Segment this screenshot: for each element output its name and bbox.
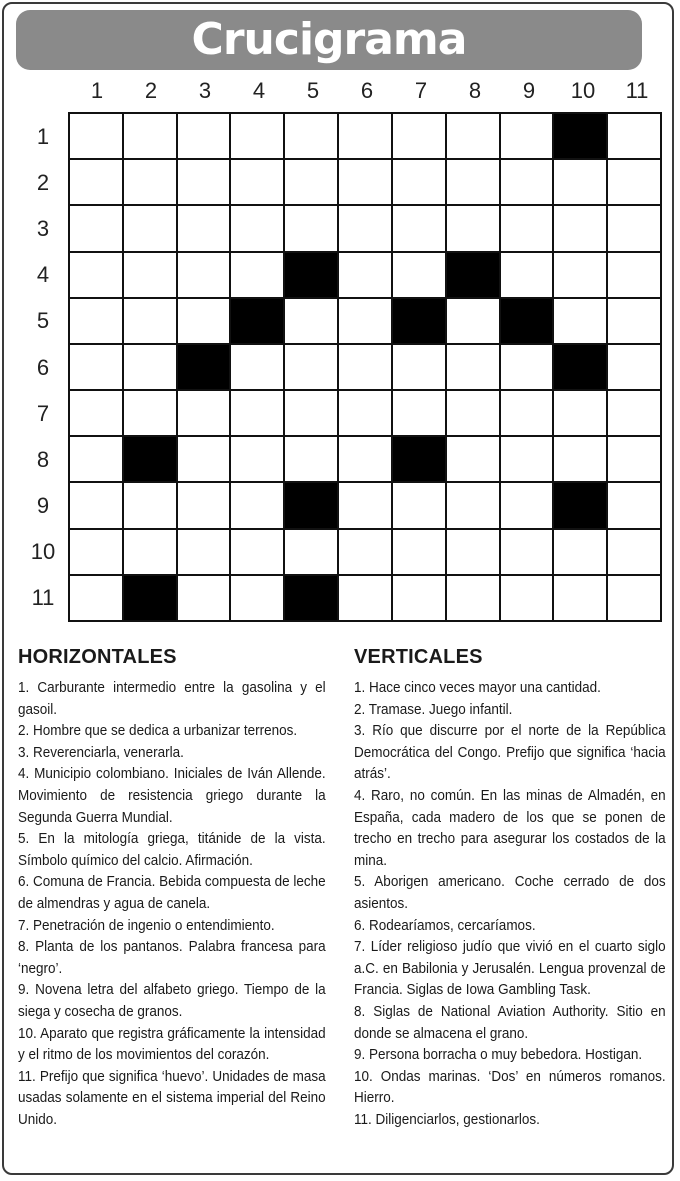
clue-item: 2. Hombre que se dedica a urbanizar terrenos. <box>18 722 298 740</box>
column-number: 10 <box>570 78 596 103</box>
page-title: Crucigrama <box>191 14 467 65</box>
clue-item: 7. Líder religioso judío que vivió en el cuarto siglo a.C. en Babilonia y Jerusalén. Lengua provenzal de Francia. Siglas de Iowa Gambling Task. <box>354 938 666 999</box>
clue-item: 2. Tramase. Juego infantil. <box>354 700 513 718</box>
grid-cell[interactable] <box>124 345 176 389</box>
grid-cell[interactable] <box>554 160 606 204</box>
grid-cell[interactable] <box>178 391 230 435</box>
grid-cell[interactable] <box>231 114 283 158</box>
column-number: 4 <box>252 78 266 103</box>
column-number: 3 <box>198 78 212 103</box>
grid-cell[interactable] <box>447 114 499 158</box>
grid-cell[interactable] <box>608 437 660 481</box>
grid-cell[interactable] <box>178 437 230 481</box>
clue-item: 8. Siglas de National Aviation Authority. Sitio en donde se almacena el grano. <box>354 1002 666 1042</box>
grid-cell[interactable] <box>285 299 337 343</box>
grid-cell[interactable] <box>339 299 391 343</box>
grid-cell[interactable] <box>501 576 553 620</box>
grid-cell[interactable] <box>339 114 391 158</box>
clue-item: 4. Raro, no común. En las minas de Almadén, en España, cada madero de los que se ponen de trecho en trecho para asegurar los costados de la mina. <box>354 786 666 869</box>
grid-cell[interactable] <box>178 160 230 204</box>
grid-cell[interactable] <box>231 206 283 250</box>
column-number: 7 <box>414 78 428 103</box>
grid-cell[interactable] <box>447 299 499 343</box>
grid-cell[interactable] <box>178 299 230 343</box>
black-cell <box>231 299 283 343</box>
grid-cell[interactable] <box>70 253 122 297</box>
grid-cell[interactable] <box>501 206 553 250</box>
black-cell <box>447 253 499 297</box>
grid-cell[interactable] <box>447 160 499 204</box>
grid-cell[interactable] <box>70 576 122 620</box>
grid-cell[interactable] <box>70 345 122 389</box>
grid-cell[interactable] <box>339 483 391 527</box>
grid-cell[interactable] <box>608 253 660 297</box>
black-cell <box>124 437 176 481</box>
grid-cell[interactable] <box>178 253 230 297</box>
grid-cell[interactable] <box>339 160 391 204</box>
grid-cell[interactable] <box>501 483 553 527</box>
grid-cell[interactable] <box>231 160 283 204</box>
row-number: 9 <box>36 492 50 518</box>
clue-item: 7. Penetración de ingenio o entendimiento. <box>18 916 275 934</box>
grid-cell[interactable] <box>501 391 553 435</box>
grid-cell[interactable] <box>285 345 337 389</box>
row-number: 1 <box>36 124 50 149</box>
grid-cell[interactable] <box>608 391 660 435</box>
vertical-heading: VERTICALES <box>354 646 483 668</box>
grid-cell[interactable] <box>447 530 499 574</box>
clue-item: 5. En la mitología griega, titánide de la vista. Símbolo químico del calcio. Afirmación. <box>18 830 326 869</box>
clue-item: 3. Reverenciarla, venerarla. <box>18 743 184 761</box>
grid-cell[interactable] <box>447 206 499 250</box>
grid-cell[interactable] <box>393 345 445 389</box>
grid-cell[interactable] <box>178 576 230 620</box>
clue-item: 10. Aparato que registra gráficamente la intensidad y el ritmo de los movimientos del corazón. <box>18 1024 326 1064</box>
grid-cell[interactable] <box>554 391 606 435</box>
clue-item: 3. Río que discurre por el norte de la República Democrática del Congo. Prefijo que significa ‘hacia atrás’. <box>354 722 666 783</box>
grid-cell[interactable] <box>124 206 176 250</box>
column-number: 2 <box>144 78 158 103</box>
row-number: 3 <box>36 216 50 242</box>
grid-cell[interactable] <box>70 391 122 435</box>
grid-cell[interactable] <box>393 576 445 620</box>
clue-item: 1. Hace cinco veces mayor una cantidad. <box>354 679 601 696</box>
black-cell <box>554 114 606 158</box>
grid-cell[interactable] <box>608 576 660 620</box>
vertical-clues <box>354 646 666 1130</box>
clue-item: 1. Carburante intermedio entre la gasolina y el gasoil. <box>18 679 326 718</box>
grid-cell[interactable] <box>70 483 122 527</box>
row-number: 2 <box>36 170 50 196</box>
grid-cell[interactable] <box>447 437 499 481</box>
clue-item: 10. Ondas marinas. ‘Dos’ en números romanos. Hierro. <box>354 1067 666 1107</box>
grid-cell[interactable] <box>608 299 660 343</box>
grid-cell[interactable] <box>231 391 283 435</box>
black-cell <box>285 483 337 527</box>
grid-cell[interactable] <box>124 530 176 574</box>
grid-cell[interactable] <box>554 576 606 620</box>
black-cell <box>554 345 606 389</box>
grid-cell[interactable] <box>393 391 445 435</box>
title-banner <box>16 10 642 70</box>
grid-cell[interactable] <box>231 530 283 574</box>
grid-cell[interactable] <box>339 530 391 574</box>
grid-cell[interactable] <box>608 530 660 574</box>
grid-cell[interactable] <box>501 114 553 158</box>
vertical-clue-list <box>354 677 666 1130</box>
grid-cell[interactable] <box>501 253 553 297</box>
grid-cell[interactable] <box>608 483 660 527</box>
grid-cell[interactable] <box>70 437 122 481</box>
grid-cell[interactable] <box>608 206 660 250</box>
column-number: 1 <box>90 78 104 103</box>
black-cell <box>178 345 230 389</box>
grid-cell[interactable] <box>554 437 606 481</box>
grid-cell[interactable] <box>339 345 391 389</box>
grid-cell[interactable] <box>285 114 337 158</box>
grid-cell[interactable] <box>70 530 122 574</box>
row-number: 10 <box>30 538 56 564</box>
horizontal-clues <box>18 646 326 1130</box>
grid-cell[interactable] <box>393 206 445 250</box>
clue-item: 6. Comuna de Francia. Bebida compuesta de leche de almendras y agua de canela. <box>18 873 326 912</box>
grid-cell[interactable] <box>554 299 606 343</box>
column-number: 8 <box>468 78 482 103</box>
grid-cell[interactable] <box>339 576 391 620</box>
grid-cell[interactable] <box>447 345 499 389</box>
grid-cell[interactable] <box>393 114 445 158</box>
grid-cell[interactable] <box>231 437 283 481</box>
grid-cell[interactable] <box>393 253 445 297</box>
horizontal-heading: HORIZONTALES <box>18 646 177 668</box>
clue-item: 11. Prefijo que significa ‘huevo’. Unidades de masa usadas solamente en el sistema imperial del Reino Unido. <box>18 1067 326 1128</box>
column-number: 6 <box>360 78 374 103</box>
grid-cell[interactable] <box>70 299 122 343</box>
row-number: 7 <box>36 400 50 426</box>
grid-cell[interactable] <box>501 345 553 389</box>
black-cell <box>554 483 606 527</box>
grid-cell[interactable] <box>70 114 122 158</box>
grid-cell[interactable] <box>70 160 122 204</box>
grid-cell[interactable] <box>608 345 660 389</box>
black-cell <box>501 299 553 343</box>
black-cell <box>285 576 337 620</box>
grid-cell[interactable] <box>339 253 391 297</box>
clue-item: 9. Novena letra del alfabeto griego. Tiempo de la siega y cosecha de granos. <box>18 981 326 1020</box>
grid-cell[interactable] <box>554 206 606 250</box>
clue-item: 5. Aborigen americano. Coche cerrado de dos asientos. <box>354 873 666 912</box>
grid-cell[interactable] <box>339 206 391 250</box>
grid-cell[interactable] <box>554 253 606 297</box>
grid-cell[interactable] <box>501 160 553 204</box>
clue-item: 6. Rodearíamos, cercaríamos. <box>354 916 536 934</box>
grid-cell[interactable] <box>124 160 176 204</box>
grid-cell[interactable] <box>124 114 176 158</box>
clue-item: 4. Municipio colombiano. Iniciales de Iván Allende. Movimiento de resistencia griego durante la Segunda Guerra Mundial. <box>18 765 326 826</box>
grid-cell[interactable] <box>178 206 230 250</box>
black-cell <box>393 437 445 481</box>
black-cell <box>124 576 176 620</box>
grid-cell[interactable] <box>124 253 176 297</box>
grid-cell[interactable] <box>501 437 553 481</box>
clue-item: 9. Persona borracha o muy bebedora. Hostigan. <box>354 1046 643 1064</box>
grid-cell[interactable] <box>178 483 230 527</box>
horizontal-clue-list <box>18 677 326 1130</box>
grid-cell[interactable] <box>339 391 391 435</box>
grid-cell[interactable] <box>124 483 176 527</box>
grid-cell[interactable] <box>339 437 391 481</box>
grid-cell[interactable] <box>231 345 283 389</box>
grid-cell[interactable] <box>608 114 660 158</box>
grid-cell[interactable] <box>70 206 122 250</box>
grid-cell[interactable] <box>554 530 606 574</box>
grid-cell[interactable] <box>501 530 553 574</box>
clue-item: 8. Planta de los pantanos. Palabra francesa para ‘negro’. <box>18 938 326 977</box>
grid-cell[interactable] <box>393 530 445 574</box>
column-number: 11 <box>625 78 649 103</box>
crossword-grid <box>68 112 662 622</box>
grid-cell[interactable] <box>231 483 283 527</box>
row-number: 5 <box>36 308 50 334</box>
grid-cell[interactable] <box>178 114 230 158</box>
row-number: 4 <box>36 262 50 288</box>
grid-cell[interactable] <box>447 576 499 620</box>
row-number: 6 <box>36 354 50 380</box>
grid-cell[interactable] <box>447 391 499 435</box>
grid-cell[interactable] <box>124 299 176 343</box>
grid-cell[interactable] <box>393 160 445 204</box>
grid-cell[interactable] <box>285 160 337 204</box>
grid-cell[interactable] <box>231 253 283 297</box>
grid-cell[interactable] <box>124 391 176 435</box>
column-number: 5 <box>306 78 320 103</box>
grid-cell[interactable] <box>231 576 283 620</box>
row-number: 11 <box>31 585 55 610</box>
grid-cell[interactable] <box>285 437 337 481</box>
grid-cell[interactable] <box>393 483 445 527</box>
grid-cell[interactable] <box>608 160 660 204</box>
grid-cell[interactable] <box>285 391 337 435</box>
grid-cell[interactable] <box>447 483 499 527</box>
black-cell <box>285 253 337 297</box>
clue-item: 11. Diligenciarlos, gestionarlos. <box>354 1110 540 1128</box>
grid-cell[interactable] <box>285 530 337 574</box>
grid-cell[interactable] <box>178 530 230 574</box>
row-number: 8 <box>36 446 50 472</box>
grid-cell[interactable] <box>285 206 337 250</box>
black-cell <box>393 299 445 343</box>
column-number: 9 <box>522 78 536 103</box>
